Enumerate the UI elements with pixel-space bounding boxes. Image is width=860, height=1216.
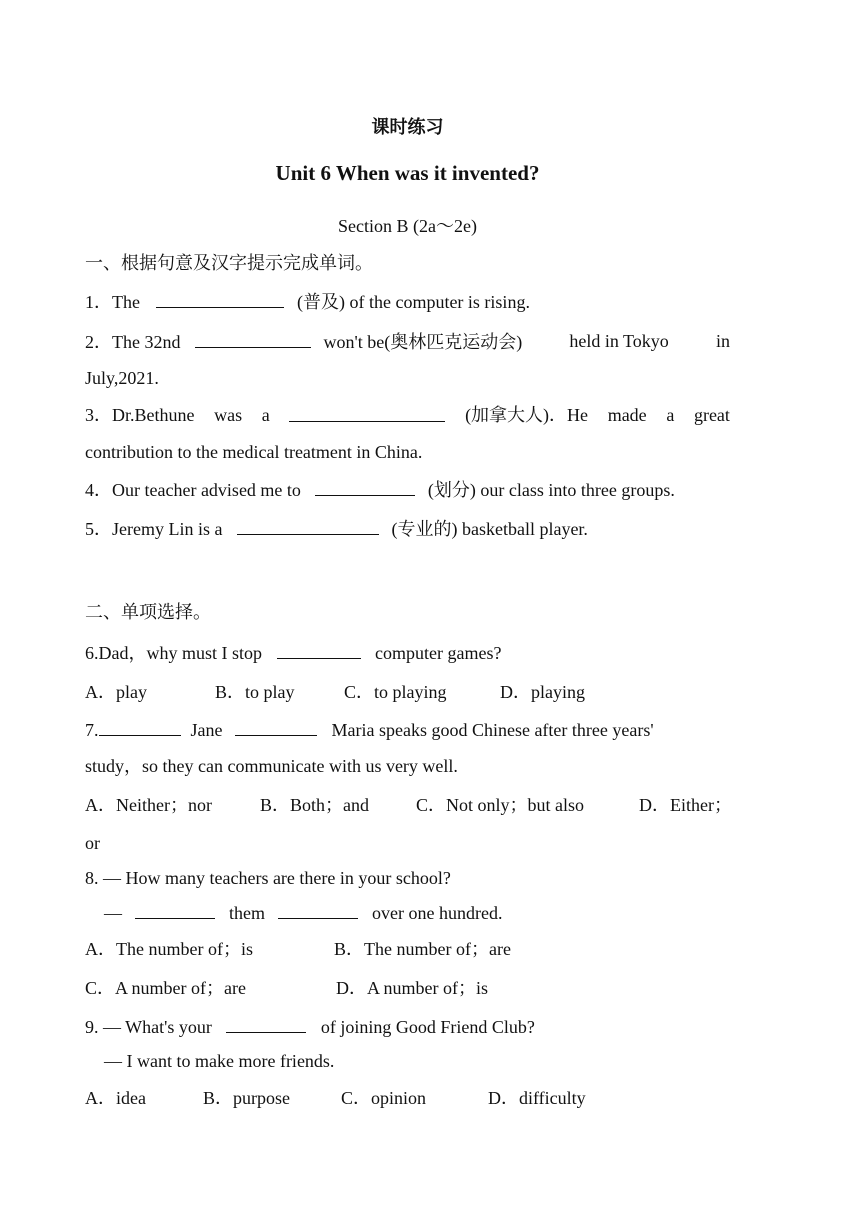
q8-text-them: them — [229, 903, 265, 923]
q1-prefix: 1．The — [85, 292, 140, 312]
q8-option-c[interactable]: C．A number of；are — [85, 978, 246, 998]
q9-line2: — I want to make more friends. — [104, 1051, 335, 1071]
q9-option-a[interactable]: A．idea — [85, 1088, 146, 1108]
q8-blank-2[interactable] — [278, 901, 358, 919]
q2-text-d: in — [715, 331, 730, 351]
q9-option-b[interactable]: B．purpose — [203, 1088, 290, 1108]
question-1 — [85, 290, 530, 313]
question-3 — [85, 404, 730, 426]
q3-text-c: a — [261, 405, 270, 425]
q8-option-d[interactable]: D．A number of；is — [336, 978, 488, 998]
q6-blank[interactable] — [277, 641, 361, 659]
question-4 — [85, 478, 675, 501]
q7-option-d-wrap: or — [85, 833, 100, 853]
q6-suffix: computer games? — [375, 643, 502, 663]
q2-line2: July,2021. — [85, 368, 159, 388]
q2-text-c: held in Tokyo — [569, 331, 669, 351]
part1-heading: 一、根据句意及汉字提示完成单词。 — [85, 253, 373, 273]
q2-text-a: 2．The 32nd — [85, 332, 181, 352]
q3-text-a: 3．Dr.Bethune — [85, 405, 195, 425]
part2-heading: 二、单项选择。 — [85, 602, 211, 622]
q1-blank[interactable] — [156, 290, 284, 308]
q9-suffix: of joining Good Friend Club? — [320, 1017, 535, 1037]
q9-option-c[interactable]: C．opinion — [341, 1088, 427, 1108]
q8-option-b[interactable]: B．The number of；are — [334, 939, 511, 959]
q7-line2: study，so they can communicate with us very well. — [85, 756, 458, 776]
q9-prefix: 9. — What's your — [85, 1017, 212, 1037]
q7-number: 7. — [85, 720, 99, 740]
q8-option-a[interactable]: A．The number of；is — [85, 939, 253, 959]
q7-blank-1[interactable] — [99, 718, 181, 736]
q7-option-a[interactable]: A．Neither；nor — [85, 795, 212, 815]
q3-text-f: a — [666, 405, 675, 425]
q8-blank-1[interactable] — [135, 901, 215, 919]
q7-text-jane: Jane — [190, 720, 223, 740]
q8-dash: — — [104, 903, 122, 923]
question-2 — [85, 330, 730, 353]
q7-option-c[interactable]: C．Not only；but also — [416, 795, 585, 815]
q2-blank[interactable] — [195, 330, 311, 348]
q3-line2: contribution to the medical treatment in China. — [85, 442, 423, 462]
q5-blank[interactable] — [237, 517, 379, 535]
q3-text-d: (加拿大人)．He — [465, 405, 589, 425]
q6-option-b[interactable]: B．to play — [215, 682, 295, 702]
question-6 — [85, 641, 501, 664]
q2-prefix — [85, 330, 522, 353]
q6-option-a[interactable]: A．play — [85, 682, 147, 702]
q6-option-d[interactable]: D．playing — [500, 682, 585, 702]
unit-title: Unit 6 When was it invented? — [275, 161, 540, 185]
page-title: 课时练习 — [371, 117, 444, 137]
q3-text-e: made — [607, 405, 647, 425]
q4-blank[interactable] — [315, 478, 415, 496]
q8-answer-line — [104, 901, 502, 924]
q6-prefix: 6.Dad，why must I stop — [85, 643, 262, 663]
q3-text-g: great — [693, 405, 730, 425]
q6-option-c[interactable]: C．to playing — [344, 682, 447, 702]
question-5 — [85, 517, 588, 540]
q9-blank[interactable] — [226, 1015, 306, 1033]
q7-option-d[interactable]: D．Either； — [639, 795, 732, 815]
q7-option-b[interactable]: B．Both；and — [260, 795, 370, 815]
q8-text-end: over one hundred. — [372, 903, 503, 923]
q3-blank[interactable] — [289, 404, 445, 422]
q5-suffix: (专业的) basketball player. — [391, 519, 588, 539]
q9-option-d[interactable]: D．difficulty — [488, 1088, 586, 1108]
section-title: Section B (2a～2e) — [338, 216, 477, 236]
question-9 — [85, 1015, 535, 1038]
q4-suffix: (划分) our class into three groups. — [427, 480, 675, 500]
q7-text-rest: Maria speaks good Chinese after three years' — [331, 720, 654, 740]
question-8: 8. — How many teachers are there in your school? — [85, 868, 451, 888]
q7-blank-2[interactable] — [235, 718, 317, 736]
q4-prefix: 4．Our teacher advised me to — [85, 480, 301, 500]
q5-prefix: 5．Jeremy Lin is a — [85, 519, 223, 539]
q3-text-b: was — [214, 405, 243, 425]
q2-text-b: won't be(奥林匹克运动会) — [323, 332, 523, 352]
question-7 — [85, 718, 654, 741]
q1-hint: (普及) of the computer is rising. — [296, 292, 530, 312]
